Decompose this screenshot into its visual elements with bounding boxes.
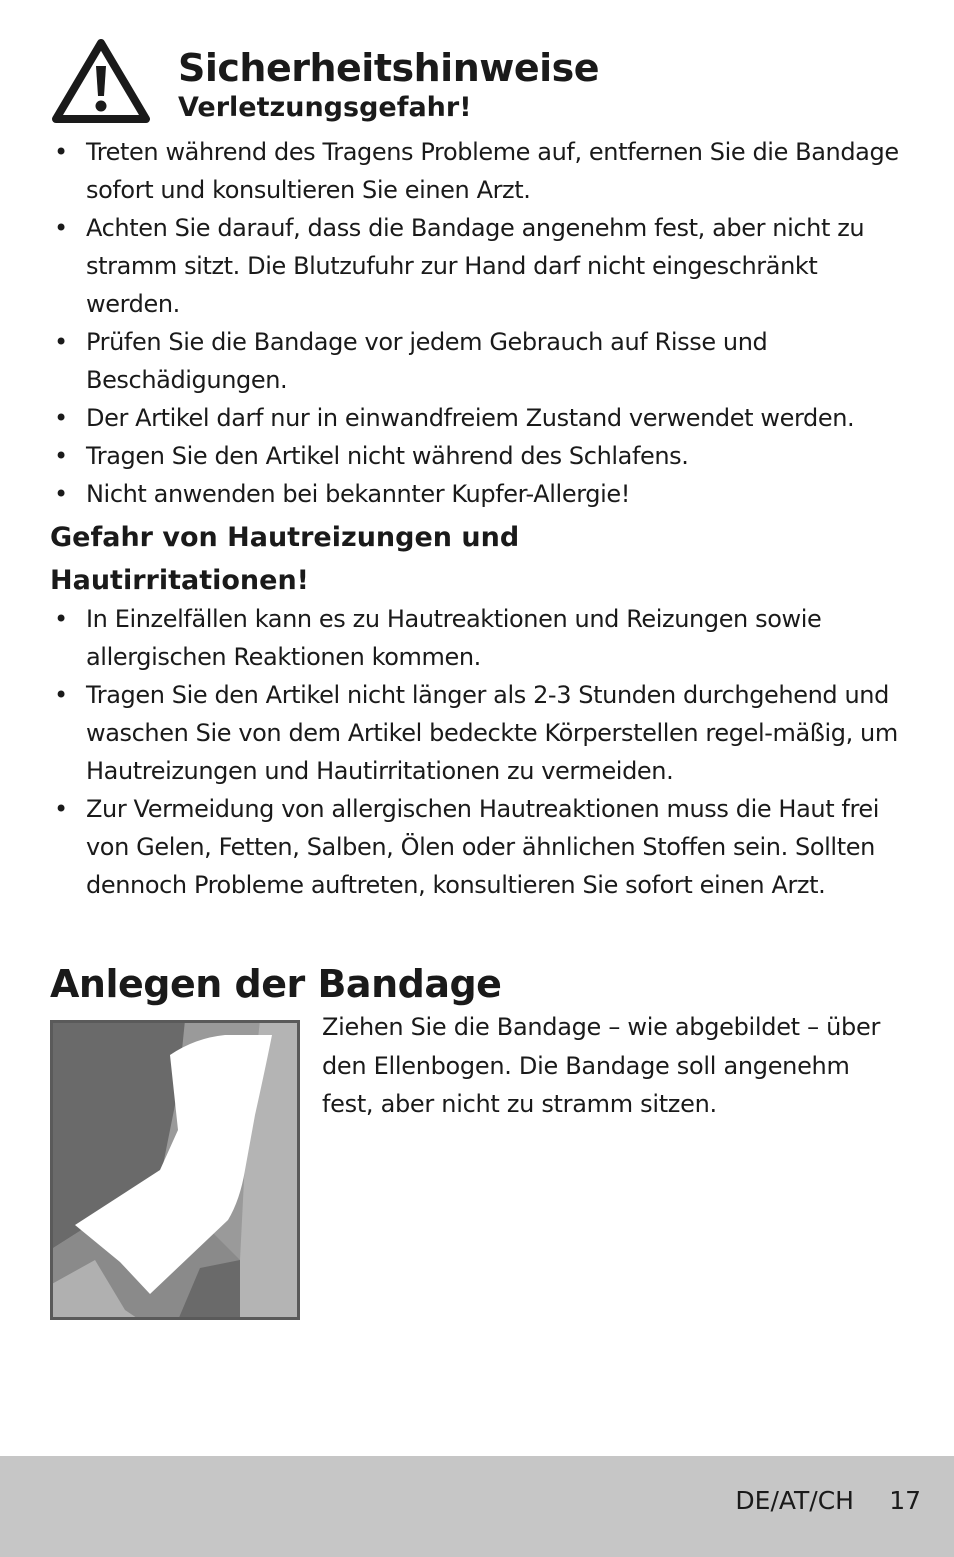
page-number: 17 [889, 1486, 921, 1515]
list-item: • Nicht anwenden bei bekannter Kupfer-Allergie! [50, 475, 910, 513]
warning-icon [50, 36, 152, 124]
skin-irritation-heading: Gefahr von Hautreizungen und Hautirritationen! [50, 522, 520, 596]
list-item: • Zur Vermeidung von allergischen Hautreaktionen muss die Haut frei von Gelen, Fetten, Salben, Ölen oder ähnlichen Stoffen sein. Sollten dennoch Probleme auftreten, konsultieren Sie sofort einen Arzt. [50, 790, 910, 904]
application-text: Ziehen Sie die Bandage – wie abgebildet – über den Ellenbogen. Die Bandage soll angenehm fest, aber nicht zu stramm sitzen. [322, 1013, 881, 1118]
list-item: • Der Artikel darf nur in einwandfreiem Zustand verwendet werden. [50, 399, 910, 437]
page-title: Sicherheitshinweise [178, 46, 600, 90]
list-item: • Achten Sie darauf, dass die Bandage angenehm fest, aber nicht zu stramm sitzt. Die Blutzufuhr zur Hand darf nicht eingeschränkt werden. [50, 209, 910, 323]
region-label: DE/AT/CH [735, 1486, 854, 1515]
safety-list [50, 133, 910, 513]
list-item: • In Einzelfällen kann es zu Hautreaktionen und Reizungen sowie allergischen Reaktionen kommen. [50, 600, 910, 676]
list-item: • Tragen Sie den Artikel nicht während des Schlafens. [50, 437, 910, 475]
elbow-bandage-illustration [50, 1020, 300, 1320]
list-item: • Prüfen Sie die Bandage vor jedem Gebrauch auf Risse und Beschädigungen. [50, 323, 910, 399]
injury-warning-heading: Verletzungsgefahr! [178, 92, 472, 123]
page-footer [0, 1456, 954, 1557]
list-item: • Treten während des Tragens Probleme auf, entfernen Sie die Bandage sofort und konsultieren Sie einen Arzt. [50, 133, 910, 209]
skin-irritation-list [50, 600, 910, 904]
list-item: • Tragen Sie den Artikel nicht länger als 2-3 Stunden durchgehend und waschen Sie von dem Artikel bedeckte Körperstellen regel-mäßig, um Hautreizungen und Hautirritationen zu vermeiden. [50, 676, 910, 790]
application-heading: Anlegen der Bandage [50, 962, 502, 1006]
